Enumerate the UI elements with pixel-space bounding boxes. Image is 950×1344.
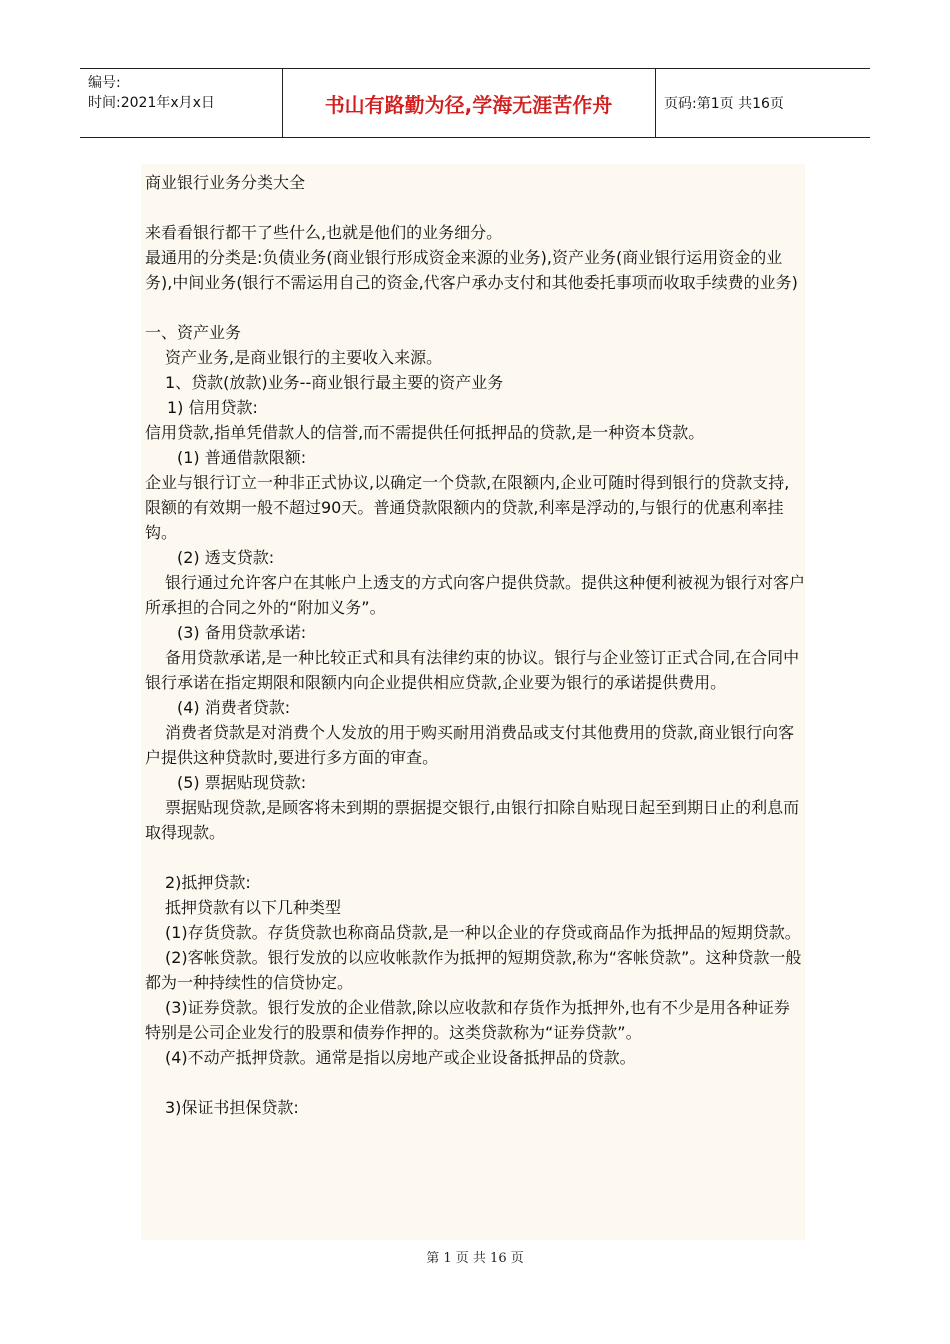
paragraph: 最通用的分类是:负债业务(商业银行形成资金来源的业务),资产业务(商业银行运用资金的业务),中间业务(银行不需运用自己的资金,代客户承办支付和其他委托事项而收取手续费的业务) [145,248,798,292]
document-body [145,170,805,1120]
paragraph: (2) 透支贷款: [177,548,275,567]
header-divider [655,69,656,137]
paragraph: 银行通过允许客户在其帐户上透支的方式向客户提供贷款。提供这种便利被视为银行对客户所承担的合同之外的“附加义务”。 [145,573,806,617]
paragraph: 票据贴现贷款,是顾客将未到期的票据提交银行,由银行扣除自贴现日起至到期日止的利息而取得现款。 [145,798,800,842]
paragraph: 备用贷款承诺,是一种比较正式和具有法律约束的协议。银行与企业签订正式合同,在合同中银行承诺在指定期限和限额内向企业提供相应贷款,企业要为银行的承诺提供费用。 [145,648,800,692]
paragraph: (5) 票据贴现贷款: [177,773,307,792]
document-time-label: 时间:2021年x月x日 [88,95,215,111]
header-table [80,68,870,138]
paragraph: 消费者贷款是对消费个人发放的用于购买耐用消费品或支付其他费用的贷款,商业银行向客户提供这种贷款时,要进行多方面的审查。 [145,723,795,767]
paragraph: 资产业务,是商业银行的主要收入来源。 [165,348,443,367]
page-footer: 第 1 页 共 16 页 [426,1251,524,1266]
paragraph: (2)客帐贷款。银行发放的以应收帐款作为抵押的短期贷款,称为“客帐贷款”。这种贷款一般都为一种持续性的信贷协定。 [145,948,802,992]
paragraph: 信用贷款,指单凭借款人的信誉,而不需提供任何抵押品的贷款,是一种资本贷款。 [145,423,705,442]
paragraph: 企业与银行订立一种非正式协议,以确定一个贷款,在限额内,企业可随时得到银行的贷款支持,限额的有效期一般不超过90天。普通贷款限额内的贷款,利率是浮动的,与银行的优惠利率挂钩。 [145,473,790,542]
header-page-info: 页码:第1页 共16页 [664,96,784,112]
blank-line [145,295,805,320]
blank-line [145,195,805,220]
paragraph: (3) 备用贷款承诺: [177,623,307,642]
header-motto: 书山有路勤为径,学海无涯苦作舟 [324,92,613,117]
paragraph: (1) 普通借款限额: [177,448,307,467]
paragraph: 1) 信用贷款: [167,398,258,417]
paragraph: 1、贷款(放款)业务--商业银行最主要的资产业务 [165,373,504,392]
paragraph: 一、资产业务 [145,323,242,342]
paragraph: (3)证券贷款。银行发放的企业借款,除以应收款和存货作为抵押外,也有不少是用各种证券特别是公司企业发行的股票和债券作押的。这类贷款称为“证券贷款”。 [145,998,790,1042]
paragraph: (4) 消费者贷款: [177,698,291,717]
paragraph: 商业银行业务分类大全 [145,173,306,192]
blank-line [145,845,805,870]
paragraph: 来看看银行都干了些什么,也就是他们的业务细分。 [145,223,503,242]
blank-line [145,1070,805,1095]
paragraph: 抵押贷款有以下几种类型 [165,898,342,917]
paragraph: (4)不动产抵押贷款。通常是指以房地产或企业设备抵押品的贷款。 [165,1048,636,1067]
paragraph: 2)抵押贷款: [165,873,251,892]
header-meta [88,73,215,113]
document-code-label: 编号: [88,75,121,91]
paragraph: 3)保证书担保贷款: [165,1098,299,1117]
paragraph: (1)存货贷款。存货贷款也称商品贷款,是一种以企业的存贷或商品作为抵押品的短期贷款。 [165,923,801,942]
